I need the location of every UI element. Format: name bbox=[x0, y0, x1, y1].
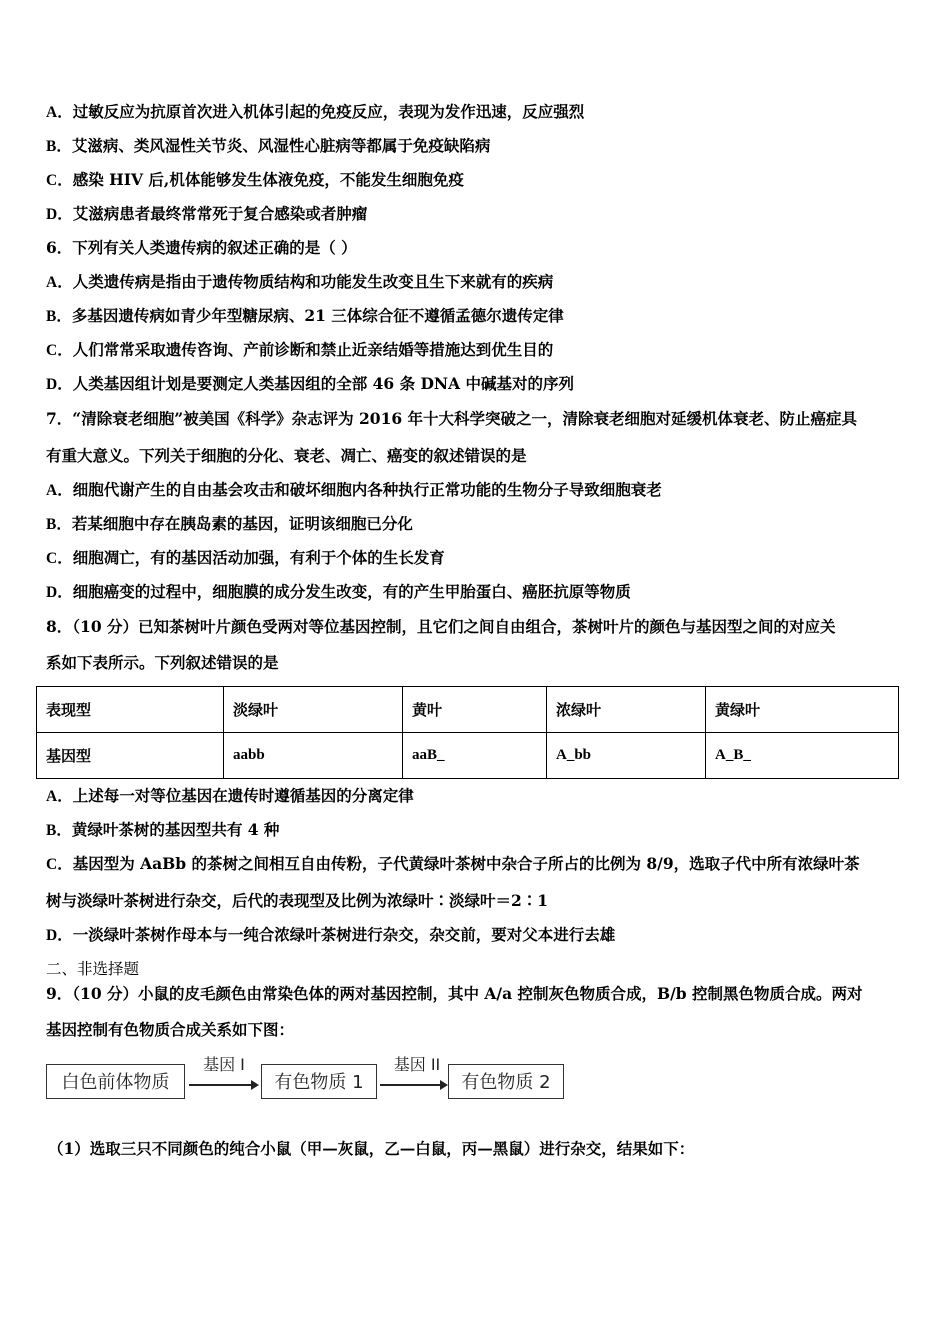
pathway-box-precursor: 白色前体物质 bbox=[46, 1064, 185, 1099]
q8-option-a bbox=[46, 785, 916, 808]
table-cell: 浓绿叶 bbox=[547, 687, 706, 733]
table-row bbox=[37, 733, 899, 779]
q9-sub-question-1 bbox=[48, 1138, 918, 1160]
table-cell: 表现型 bbox=[37, 687, 224, 733]
table-cell: 基因型 bbox=[37, 733, 224, 779]
q6-option-c bbox=[46, 339, 916, 362]
q5-option-c bbox=[46, 169, 916, 192]
option-text: 人类基因组计划是要测定人类基因组的全部 46 条 DNA 中碱基对的序列 bbox=[72, 374, 574, 393]
option-label: B． bbox=[46, 308, 72, 325]
option-text: 细胞代谢产生的自由基会攻击和破坏细胞内各种执行正常功能的生物分子导致细胞衰老 bbox=[72, 480, 662, 499]
pathway-box-colored-2: 有色物质 2 bbox=[448, 1064, 564, 1099]
pathway-box-colored-1: 有色物质 1 bbox=[261, 1064, 377, 1099]
option-label: B． bbox=[46, 822, 72, 839]
option-text: 若某细胞中存在胰岛素的基因，证明该细胞已分化 bbox=[71, 514, 413, 533]
option-label: D． bbox=[46, 376, 73, 393]
option-text: 多基因遗传病如青少年型糖尿病、21 三体综合征不遵循孟德尔遗传定律 bbox=[71, 306, 564, 325]
q8-stem-text-1: 8．（10 分）已知茶树叶片颜色受两对等位基因控制，且它们之间自由组合，茶树叶片的颜色与基因型之间的对应关 bbox=[46, 617, 836, 636]
table-cell: 黄叶 bbox=[403, 687, 547, 733]
table-cell: aabb bbox=[224, 733, 403, 779]
q7-option-d bbox=[46, 581, 916, 604]
option-label: B． bbox=[46, 138, 72, 155]
option-text: 人们常常采取遗传咨询、产前诊断和禁止近亲结婚等措施达到优生目的 bbox=[72, 340, 554, 359]
option-text: 一淡绿叶茶树作母本与一纯合浓绿叶茶树进行杂交，杂交前，要对父本进行去雄 bbox=[72, 925, 616, 944]
q5-option-d bbox=[46, 203, 916, 226]
q7-option-b bbox=[46, 513, 916, 536]
option-text: 艾滋病、类风湿性关节炎、风湿性心脏病等都属于免疫缺陷病 bbox=[71, 136, 491, 155]
option-text: 树与淡绿叶茶树进行杂交，后代的表现型及比例为浓绿叶∶淡绿叶＝2∶1 bbox=[46, 891, 549, 910]
table-cell: 黄绿叶 bbox=[706, 687, 899, 733]
option-label: A． bbox=[46, 104, 73, 121]
q9-sub-question-1-text: （1）选取三只不同颜色的纯合小鼠（甲—灰鼠，乙—白鼠，丙—黑鼠）进行杂交，结果如下： bbox=[48, 1139, 695, 1158]
q6-option-b bbox=[46, 305, 916, 328]
q6-option-a bbox=[46, 271, 916, 294]
option-label: C． bbox=[46, 550, 73, 567]
option-text: 人类遗传病是指由于遗传物质结构和功能发生改变且生下来就有的疾病 bbox=[72, 272, 554, 291]
option-text: 过敏反应为抗原首次进入机体引起的免疫反应，表现为发作迅速，反应强烈 bbox=[72, 102, 585, 121]
q7-stem-line-2 bbox=[46, 445, 916, 467]
q8-stem-line-1 bbox=[46, 616, 918, 638]
option-text: 黄绿叶茶树的基因型共有 4 种 bbox=[71, 820, 280, 839]
synthesis-pathway-diagram bbox=[44, 1055, 574, 1108]
q7-option-c bbox=[46, 547, 916, 570]
q7-stem-text-1: 7．“清除衰老细胞”被美国《科学》杂志评为 2016 年十大科学突破之一，清除衰老细胞对延缓机体衰老、防止癌症具 bbox=[46, 409, 858, 428]
q8-stem-line-2 bbox=[46, 652, 916, 674]
q5-option-b bbox=[46, 135, 916, 158]
q8-option-c bbox=[46, 853, 918, 876]
pathway-arrow-label-1: 基因 I bbox=[203, 1055, 245, 1074]
table-row bbox=[37, 687, 899, 733]
arrow-right-icon bbox=[189, 1084, 257, 1086]
table-cell: A_bb bbox=[547, 733, 706, 779]
option-label: D． bbox=[46, 584, 73, 601]
q5-option-a bbox=[46, 101, 916, 124]
q8-option-b bbox=[46, 819, 916, 842]
q8-stem-text-2: 系如下表所示。下列叙述错误的是 bbox=[46, 653, 279, 672]
option-text: 细胞凋亡，有的基因活动加强，有利于个体的生长发育 bbox=[72, 548, 445, 567]
option-text: 感染 HIV 后,机体能够发生体液免疫，不能发生细胞免疫 bbox=[72, 170, 464, 189]
option-label: A． bbox=[46, 482, 73, 499]
option-label: C． bbox=[46, 172, 73, 189]
option-label: B． bbox=[46, 516, 72, 533]
option-label: D． bbox=[46, 206, 73, 223]
q8-option-d bbox=[46, 924, 916, 947]
phenotype-genotype-table bbox=[36, 686, 898, 779]
q6-stem bbox=[46, 237, 916, 259]
pathway-arrow-label-2: 基因 II bbox=[393, 1055, 441, 1074]
q9-stem-text-1: 9．（10 分）小鼠的皮毛颜色由常染色体的两对基因控制，其中 A/a 控制灰色物质合成，B/b 控制黑色物质合成。两对 bbox=[46, 984, 863, 1003]
option-text: 艾滋病患者最终常常死于复合感染或者肿瘤 bbox=[72, 204, 368, 223]
option-label: C． bbox=[46, 856, 73, 873]
q7-stem-line-1 bbox=[46, 408, 918, 430]
option-label: A． bbox=[46, 788, 73, 805]
q9-stem-line-2 bbox=[46, 1019, 916, 1041]
option-label: D． bbox=[46, 927, 73, 944]
option-text: 上述每一对等位基因在遗传时遵循基因的分离定律 bbox=[72, 786, 414, 805]
section-heading-text: 二、非选择题 bbox=[46, 960, 140, 978]
option-text: 细胞癌变的过程中，细胞膜的成分发生改变，有的产生甲胎蛋白、癌胚抗原等物质 bbox=[72, 582, 631, 601]
table-cell: A_B_ bbox=[706, 733, 899, 779]
option-text: 基因型为 AaBb 的茶树之间相互自由传粉，子代黄绿叶茶树中杂合子所占的比例为 8/9，选取子代中所有浓绿叶茶 bbox=[72, 854, 860, 873]
option-label: C． bbox=[46, 342, 73, 359]
q7-stem-text-2: 有重大意义。下列关于细胞的分化、衰老、凋亡、癌变的叙述错误的是 bbox=[46, 446, 527, 465]
section-heading bbox=[46, 958, 916, 980]
q8-option-c-cont bbox=[46, 890, 916, 912]
table-cell: aaB_ bbox=[403, 733, 547, 779]
option-label: A． bbox=[46, 274, 73, 291]
q9-stem-text-2: 基因控制有色物质合成关系如下图： bbox=[46, 1020, 295, 1039]
arrow-right-icon bbox=[380, 1084, 446, 1086]
q6-option-d bbox=[46, 373, 916, 396]
q9-stem-line-1 bbox=[46, 983, 918, 1005]
q6-stem-text: 6．下列有关人类遗传病的叙述正确的是（ ） bbox=[46, 238, 357, 257]
table-cell: 淡绿叶 bbox=[224, 687, 403, 733]
q7-option-a bbox=[46, 479, 916, 502]
